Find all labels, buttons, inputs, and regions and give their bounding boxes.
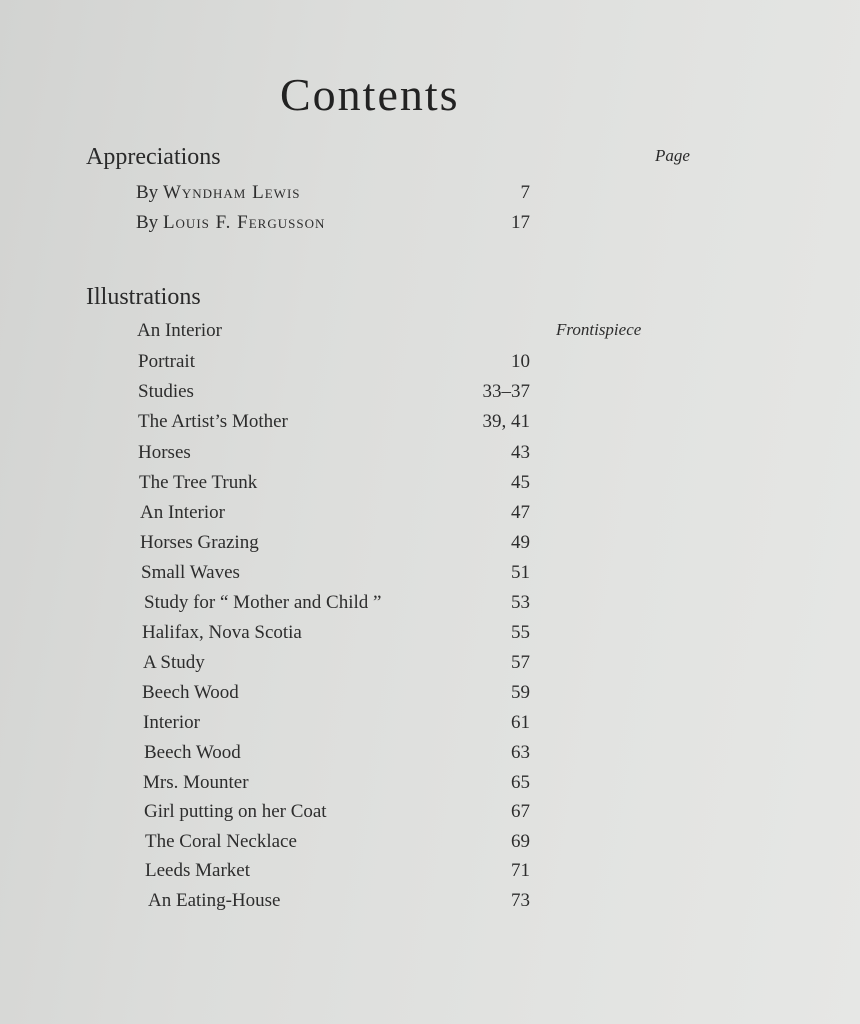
illustration-page: 65 — [511, 772, 530, 793]
appreciation-author: By Louis F. Fergusson — [136, 212, 326, 233]
illustration-page: 61 — [511, 712, 530, 733]
illustration-title: An Interior — [140, 502, 225, 523]
illustration-entry — [0, 652, 700, 680]
illustration-entry — [0, 682, 700, 710]
illustration-page: 57 — [511, 652, 530, 673]
illustrations-heading: Illustrations — [86, 284, 201, 310]
illustration-title: Interior — [143, 712, 200, 733]
illustration-page: 69 — [511, 831, 530, 852]
page-column-label: Page — [655, 146, 690, 165]
illustration-title: Horses Grazing — [140, 532, 259, 553]
illustration-entry — [0, 472, 700, 500]
illustration-entry — [0, 381, 700, 409]
illustration-title: Leeds Market — [145, 860, 250, 881]
illustration-page: 51 — [511, 562, 530, 583]
appreciation-entry — [0, 182, 700, 210]
frontispiece-entry — [0, 320, 700, 348]
illustration-page: 39, 41 — [482, 411, 530, 432]
illustration-page: 63 — [511, 742, 530, 763]
illustration-page: 59 — [511, 682, 530, 703]
illustration-page: 10 — [511, 351, 530, 372]
illustration-entry — [0, 742, 700, 770]
illustration-title: Study for “ Mother and Child ” — [144, 592, 382, 613]
appreciation-page: 7 — [520, 182, 530, 203]
illustration-entry — [0, 622, 700, 650]
illustration-title: A Study — [143, 652, 205, 673]
illustration-title: The Coral Necklace — [145, 831, 297, 852]
illustration-title: Beech Wood — [144, 742, 241, 763]
illustration-title: Horses — [138, 442, 191, 463]
illustration-entry — [0, 562, 700, 590]
illustration-page: 53 — [511, 592, 530, 613]
illustration-entry — [0, 502, 700, 530]
frontispiece-label: Frontispiece — [556, 320, 642, 339]
illustration-entry — [0, 411, 700, 439]
illustration-entry — [0, 712, 700, 740]
illustration-page: 55 — [511, 622, 530, 643]
illustration-entry — [0, 442, 700, 470]
illustration-page: 49 — [511, 532, 530, 553]
illustration-entry — [0, 592, 700, 620]
illustration-entry — [0, 890, 700, 918]
illustration-title: Halifax, Nova Scotia — [142, 622, 302, 643]
illustration-page: 33–37 — [482, 381, 530, 402]
illustration-page: 47 — [511, 502, 530, 523]
illustration-page: 43 — [511, 442, 530, 463]
illustration-title: The Tree Trunk — [139, 472, 258, 493]
illustration-title: An Eating-House — [148, 890, 281, 911]
appreciation-entry — [0, 212, 700, 240]
illustration-entry — [0, 801, 700, 829]
illustration-entry — [0, 831, 700, 859]
illustration-entry — [0, 351, 700, 379]
illustration-entry — [0, 860, 700, 888]
appreciations-heading: Appreciations — [86, 144, 221, 170]
illustration-entry — [0, 532, 700, 560]
illustration-page: 73 — [511, 890, 530, 911]
illustration-page: 71 — [511, 860, 530, 881]
illustration-title: Beech Wood — [142, 682, 239, 703]
illustration-title: Studies — [138, 381, 194, 402]
page-title: Contents — [280, 69, 460, 120]
illustration-title: Girl putting on her Coat — [144, 801, 327, 822]
illustration-title: Portrait — [138, 351, 195, 372]
illustration-title: Small Waves — [141, 562, 240, 583]
appreciation-page: 17 — [511, 212, 530, 233]
illustration-entry — [0, 772, 700, 800]
appreciation-author: By Wyndham Lewis — [136, 182, 301, 203]
illustration-title: Mrs. Mounter — [143, 772, 249, 793]
illustration-page: 67 — [511, 801, 530, 822]
illustration-title: The Artist’s Mother — [138, 411, 288, 432]
illustration-page: 45 — [511, 472, 530, 493]
illustration-title: An Interior — [137, 320, 222, 341]
